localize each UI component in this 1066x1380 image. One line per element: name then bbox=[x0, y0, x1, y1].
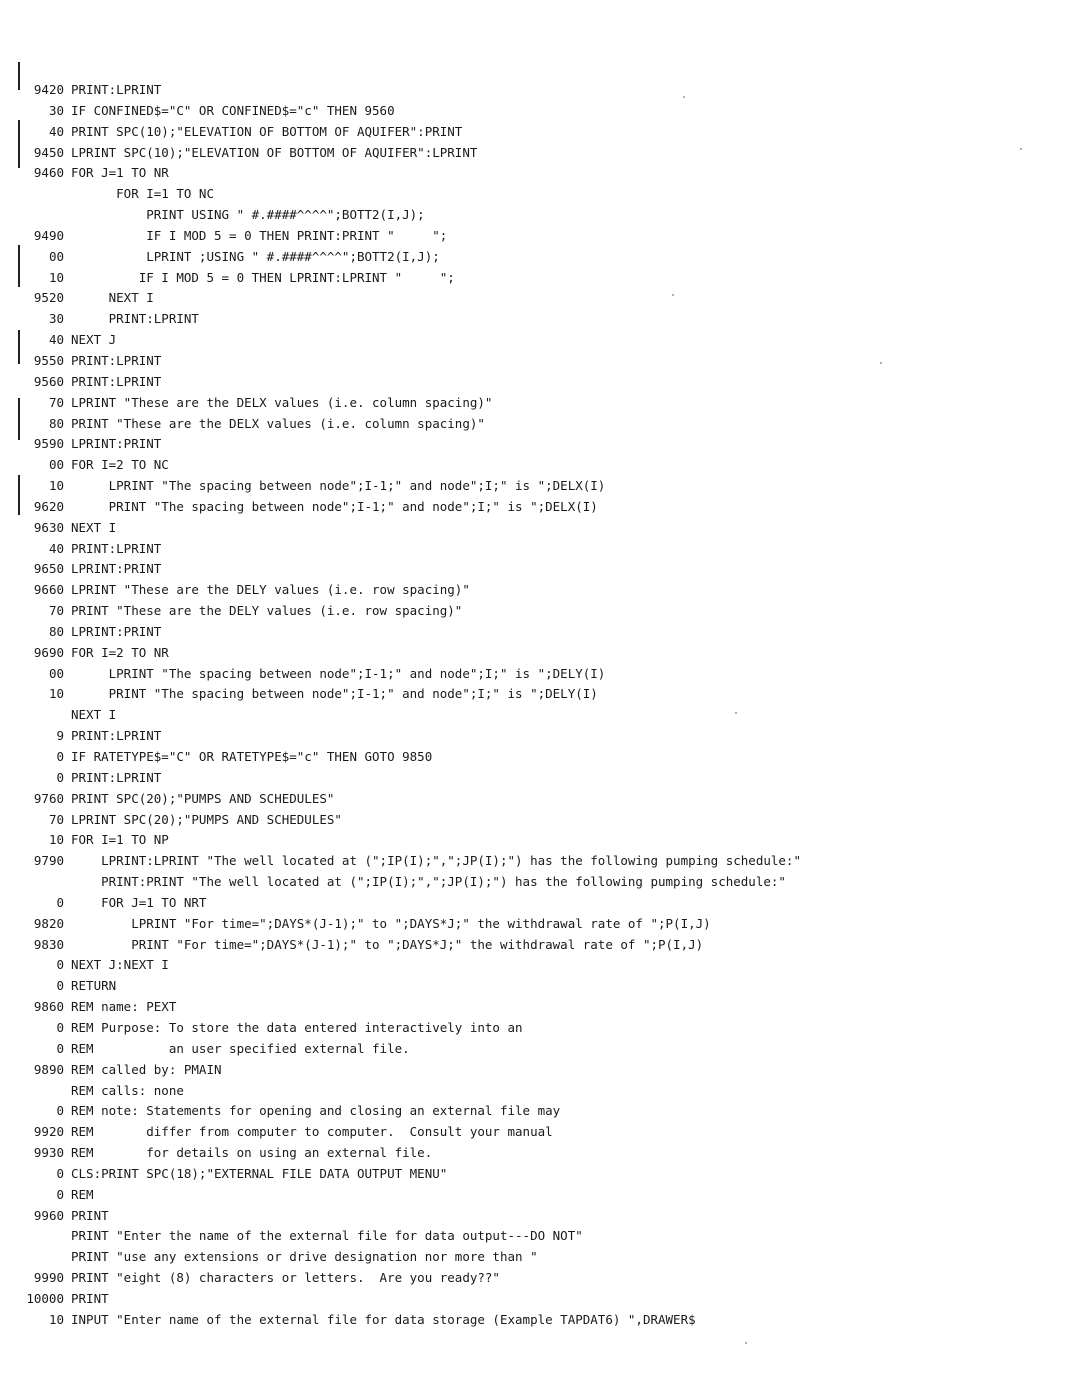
code-text: PRINT:LPRINT bbox=[71, 540, 162, 556]
code-text: INPUT "Enter name of the external file for data storage (Example TAPDAT6) ",DRAWER$ bbox=[71, 1311, 696, 1327]
code-line bbox=[24, 455, 1044, 476]
line-number: 9450 bbox=[33, 144, 64, 160]
code-text: FOR J=1 TO NR bbox=[71, 165, 169, 181]
line-number: 9930 bbox=[33, 1145, 64, 1161]
line-number: 9420 bbox=[33, 82, 64, 97]
code-text: PRINT bbox=[71, 1290, 109, 1306]
code-line bbox=[24, 1143, 1044, 1164]
code-text: LPRINT:PRINT bbox=[71, 561, 162, 577]
line-number: 9630 bbox=[33, 519, 64, 535]
margin-mark bbox=[18, 475, 20, 515]
code-line bbox=[24, 1289, 1044, 1310]
margin-mark bbox=[18, 62, 20, 90]
line-number: 9860 bbox=[33, 999, 64, 1015]
code-line bbox=[24, 726, 1044, 747]
code-text: REM called by: PMAIN bbox=[71, 1061, 222, 1077]
code-text: NEXT I bbox=[71, 707, 117, 723]
line-number: 70 bbox=[48, 811, 64, 827]
code-line bbox=[24, 434, 1044, 455]
code-line bbox=[24, 1226, 1044, 1247]
code-line bbox=[24, 559, 1044, 580]
code-line bbox=[24, 205, 1044, 226]
code-line bbox=[24, 872, 1044, 893]
code-text: PRINT "For time=";DAYS*(J-1);" to ";DAYS*J;" the withdrawal rate of ";P(I,J) bbox=[71, 936, 704, 952]
code-line bbox=[24, 80, 1044, 101]
code-text: FOR J=1 TO NRT bbox=[71, 894, 207, 910]
code-line bbox=[24, 1018, 1044, 1039]
code-text: PRINT bbox=[71, 1207, 109, 1223]
line-number: 9920 bbox=[33, 1124, 64, 1140]
code-text: REM note: Statements for opening and closing an external file may bbox=[71, 1103, 561, 1119]
line-number: 10 bbox=[48, 478, 64, 494]
code-line bbox=[24, 351, 1044, 372]
line-number: 9820 bbox=[33, 915, 64, 931]
code-text: LPRINT "The spacing between node";I-1;" and node";I;" is ";DELY(I) bbox=[71, 665, 606, 681]
code-line bbox=[24, 851, 1044, 872]
code-line bbox=[24, 935, 1044, 956]
line-number: 9 bbox=[56, 728, 64, 744]
line-number: 0 bbox=[56, 749, 64, 764]
code-text: LPRINT "These are the DELY values (i.e. row spacing)" bbox=[71, 582, 470, 598]
code-line bbox=[24, 684, 1044, 705]
code-line bbox=[24, 497, 1044, 518]
line-number: 9830 bbox=[33, 936, 64, 952]
code-text: PRINT:LPRINT bbox=[71, 352, 162, 368]
code-line bbox=[24, 810, 1044, 831]
line-number: 0 bbox=[56, 1040, 64, 1056]
line-number bbox=[24, 872, 64, 893]
code-text: REM an user specified external file. bbox=[71, 1040, 410, 1056]
code-line bbox=[24, 997, 1044, 1018]
code-line bbox=[24, 1310, 1044, 1331]
code-line bbox=[24, 539, 1044, 560]
code-text: NEXT I bbox=[71, 519, 117, 535]
line-number: 0 bbox=[56, 1019, 64, 1035]
code-text: REM differ from computer to computer. Consult your manual bbox=[71, 1124, 553, 1140]
line-number: 00 bbox=[48, 457, 64, 473]
line-number: 70 bbox=[48, 603, 64, 619]
code-line bbox=[24, 1268, 1044, 1289]
line-number: 0 bbox=[56, 957, 64, 973]
line-number: 9660 bbox=[33, 582, 64, 598]
code-text: LPRINT "The spacing between node";I-1;" and node";I;" is ";DELX(I) bbox=[71, 478, 606, 494]
code-text: PRINT:LPRINT bbox=[71, 373, 162, 389]
code-text: REM Purpose: To store the data entered interactively into an bbox=[71, 1019, 523, 1035]
line-number: 9790 bbox=[33, 853, 64, 869]
line-number: 0 bbox=[56, 1103, 64, 1119]
line-number: 70 bbox=[48, 394, 64, 410]
code-line bbox=[24, 288, 1044, 309]
code-line bbox=[24, 747, 1044, 768]
line-number: 10 bbox=[48, 686, 64, 702]
code-line bbox=[24, 601, 1044, 622]
code-line bbox=[24, 476, 1044, 497]
code-text: PRINT "use any extensions or drive designation nor more than " bbox=[71, 1249, 538, 1265]
line-number bbox=[24, 1226, 64, 1247]
code-text: LPRINT "These are the DELX values (i.e. column spacing)" bbox=[71, 394, 493, 410]
code-text: NEXT J bbox=[71, 332, 117, 348]
basic-code-listing bbox=[24, 80, 1044, 1331]
code-line bbox=[24, 372, 1044, 393]
code-line bbox=[24, 414, 1044, 435]
line-number bbox=[24, 1081, 64, 1102]
code-text: PRINT "The spacing between node";I-1;" and node";I;" is ";DELY(I) bbox=[71, 686, 598, 702]
code-text: PRINT:LPRINT bbox=[71, 728, 162, 744]
line-number: 9760 bbox=[33, 790, 64, 806]
line-number: 9560 bbox=[33, 373, 64, 389]
line-number: 40 bbox=[48, 540, 64, 556]
code-text: PRINT:LPRINT bbox=[71, 82, 162, 97]
code-text: LPRINT:PRINT bbox=[71, 623, 162, 639]
code-line bbox=[24, 664, 1044, 685]
code-text: PRINT "These are the DELY values (i.e. row spacing)" bbox=[71, 603, 463, 619]
code-line bbox=[24, 1101, 1044, 1122]
code-text: LPRINT "For time=";DAYS*(J-1);" to ";DAYS*J;" the withdrawal rate of ";P(I,J) bbox=[71, 915, 711, 931]
code-line bbox=[24, 1122, 1044, 1143]
code-text: REM name: PEXT bbox=[71, 999, 177, 1015]
code-text: LPRINT:PRINT bbox=[71, 436, 162, 452]
scan-speck bbox=[745, 1342, 747, 1344]
margin-mark bbox=[18, 398, 20, 440]
line-number: 30 bbox=[48, 102, 64, 118]
code-text: REM for details on using an external file. bbox=[71, 1145, 433, 1161]
code-text: FOR I=2 TO NC bbox=[71, 457, 169, 473]
code-text: CLS:PRINT SPC(18);"EXTERNAL FILE DATA OUTPUT MENU" bbox=[71, 1165, 448, 1181]
code-text: PRINT "These are the DELX values (i.e. column spacing)" bbox=[71, 415, 485, 431]
code-text: REM bbox=[71, 1186, 94, 1202]
code-text: LPRINT SPC(10);"ELEVATION OF BOTTOM OF AQUIFER":LPRINT bbox=[71, 144, 478, 160]
code-line bbox=[24, 163, 1044, 184]
line-number: 10 bbox=[48, 832, 64, 848]
code-text: PRINT SPC(10);"ELEVATION OF BOTTOM OF AQUIFER":PRINT bbox=[71, 123, 463, 139]
code-text: PRINT "eight (8) characters or letters. Are you ready??" bbox=[71, 1270, 500, 1286]
code-text: FOR I=2 TO NR bbox=[71, 644, 169, 660]
code-line bbox=[24, 893, 1044, 914]
code-text: REM calls: none bbox=[71, 1082, 184, 1098]
margin-mark bbox=[18, 330, 20, 364]
code-text: NEXT I bbox=[71, 290, 154, 306]
code-line bbox=[24, 768, 1044, 789]
code-text: IF CONFINED$="C" OR CONFINED$="c" THEN 9560 bbox=[71, 102, 395, 118]
code-line bbox=[24, 955, 1044, 976]
line-number bbox=[24, 205, 64, 226]
code-text: PRINT SPC(20);"PUMPS AND SCHEDULES" bbox=[71, 790, 335, 806]
line-number: 0 bbox=[56, 769, 64, 785]
code-line bbox=[24, 1247, 1044, 1268]
line-number: 40 bbox=[48, 123, 64, 139]
code-line bbox=[24, 518, 1044, 539]
code-line bbox=[24, 643, 1044, 664]
code-line bbox=[24, 309, 1044, 330]
code-text: IF I MOD 5 = 0 THEN PRINT:PRINT " "; bbox=[71, 227, 448, 243]
code-text: FOR I=1 TO NP bbox=[71, 832, 169, 848]
line-number: 9890 bbox=[33, 1061, 64, 1077]
code-text: PRINT "The spacing between node";I-1;" and node";I;" is ";DELX(I) bbox=[71, 498, 598, 514]
line-number bbox=[24, 184, 64, 205]
code-text: RETURN bbox=[71, 978, 117, 994]
code-text: LPRINT ;USING " #.####^^^^";BOTT2(I,J); bbox=[71, 248, 440, 264]
code-text: FOR I=1 TO NC bbox=[71, 186, 214, 202]
line-number: 0 bbox=[56, 1165, 64, 1181]
line-number: 9460 bbox=[33, 165, 64, 181]
code-text: PRINT:LPRINT bbox=[71, 311, 199, 327]
code-line bbox=[24, 830, 1044, 851]
code-line bbox=[24, 1060, 1044, 1081]
margin-mark bbox=[18, 245, 20, 287]
margin-mark bbox=[18, 120, 20, 168]
line-number: 80 bbox=[48, 415, 64, 431]
line-number: 0 bbox=[56, 1186, 64, 1202]
code-line bbox=[24, 268, 1044, 289]
code-line bbox=[24, 580, 1044, 601]
code-line bbox=[24, 1206, 1044, 1227]
code-line bbox=[24, 622, 1044, 643]
code-line bbox=[24, 976, 1044, 997]
code-line bbox=[24, 1164, 1044, 1185]
line-number: 9620 bbox=[33, 498, 64, 514]
code-text: LPRINT SPC(20);"PUMPS AND SCHEDULES" bbox=[71, 811, 342, 827]
line-number: 9990 bbox=[33, 1270, 64, 1286]
code-text: PRINT USING " #.####^^^^";BOTT2(I,J); bbox=[71, 207, 425, 223]
code-line bbox=[24, 705, 1044, 726]
line-number: 10000 bbox=[26, 1290, 64, 1306]
code-line bbox=[24, 1039, 1044, 1060]
code-line bbox=[24, 393, 1044, 414]
line-number bbox=[24, 1247, 64, 1268]
line-number: 9960 bbox=[33, 1207, 64, 1223]
code-line bbox=[24, 101, 1044, 122]
code-line bbox=[24, 914, 1044, 935]
line-number: 80 bbox=[48, 623, 64, 639]
line-number: 9490 bbox=[33, 227, 64, 243]
line-number: 00 bbox=[48, 248, 64, 264]
line-number: 9590 bbox=[33, 436, 64, 452]
code-line bbox=[24, 226, 1044, 247]
line-number: 40 bbox=[48, 332, 64, 348]
code-text: IF I MOD 5 = 0 THEN LPRINT:LPRINT " "; bbox=[71, 269, 455, 285]
line-number: 10 bbox=[48, 1311, 64, 1327]
line-number: 30 bbox=[48, 311, 64, 327]
code-text: PRINT:PRINT "The well located at (";IP(I);",";JP(I);") has the following pumping schedule:" bbox=[71, 874, 786, 890]
line-number: 00 bbox=[48, 665, 64, 681]
line-number: 9650 bbox=[33, 561, 64, 577]
line-number: 0 bbox=[56, 978, 64, 994]
code-line bbox=[24, 330, 1044, 351]
code-text: NEXT J:NEXT I bbox=[71, 957, 169, 973]
code-line bbox=[24, 789, 1044, 810]
code-line bbox=[24, 184, 1044, 205]
line-number: 0 bbox=[56, 894, 64, 910]
code-line bbox=[24, 1185, 1044, 1206]
code-text: LPRINT:LPRINT "The well located at (";IP(I);",";JP(I);") has the following pumping schedule:" bbox=[71, 853, 801, 869]
line-number: 9690 bbox=[33, 644, 64, 660]
line-number: 9550 bbox=[33, 352, 64, 368]
code-text: IF RATETYPE$="C" OR RATETYPE$="c" THEN GOTO 9850 bbox=[71, 749, 433, 764]
code-text: PRINT:LPRINT bbox=[71, 769, 162, 785]
line-number bbox=[24, 705, 64, 726]
code-line bbox=[24, 143, 1044, 164]
code-line bbox=[24, 247, 1044, 268]
code-text: PRINT "Enter the name of the external file for data output---DO NOT" bbox=[71, 1228, 583, 1244]
line-number: 9520 bbox=[33, 290, 64, 306]
code-line bbox=[24, 1081, 1044, 1102]
line-number: 10 bbox=[48, 269, 64, 285]
code-line bbox=[24, 122, 1044, 143]
